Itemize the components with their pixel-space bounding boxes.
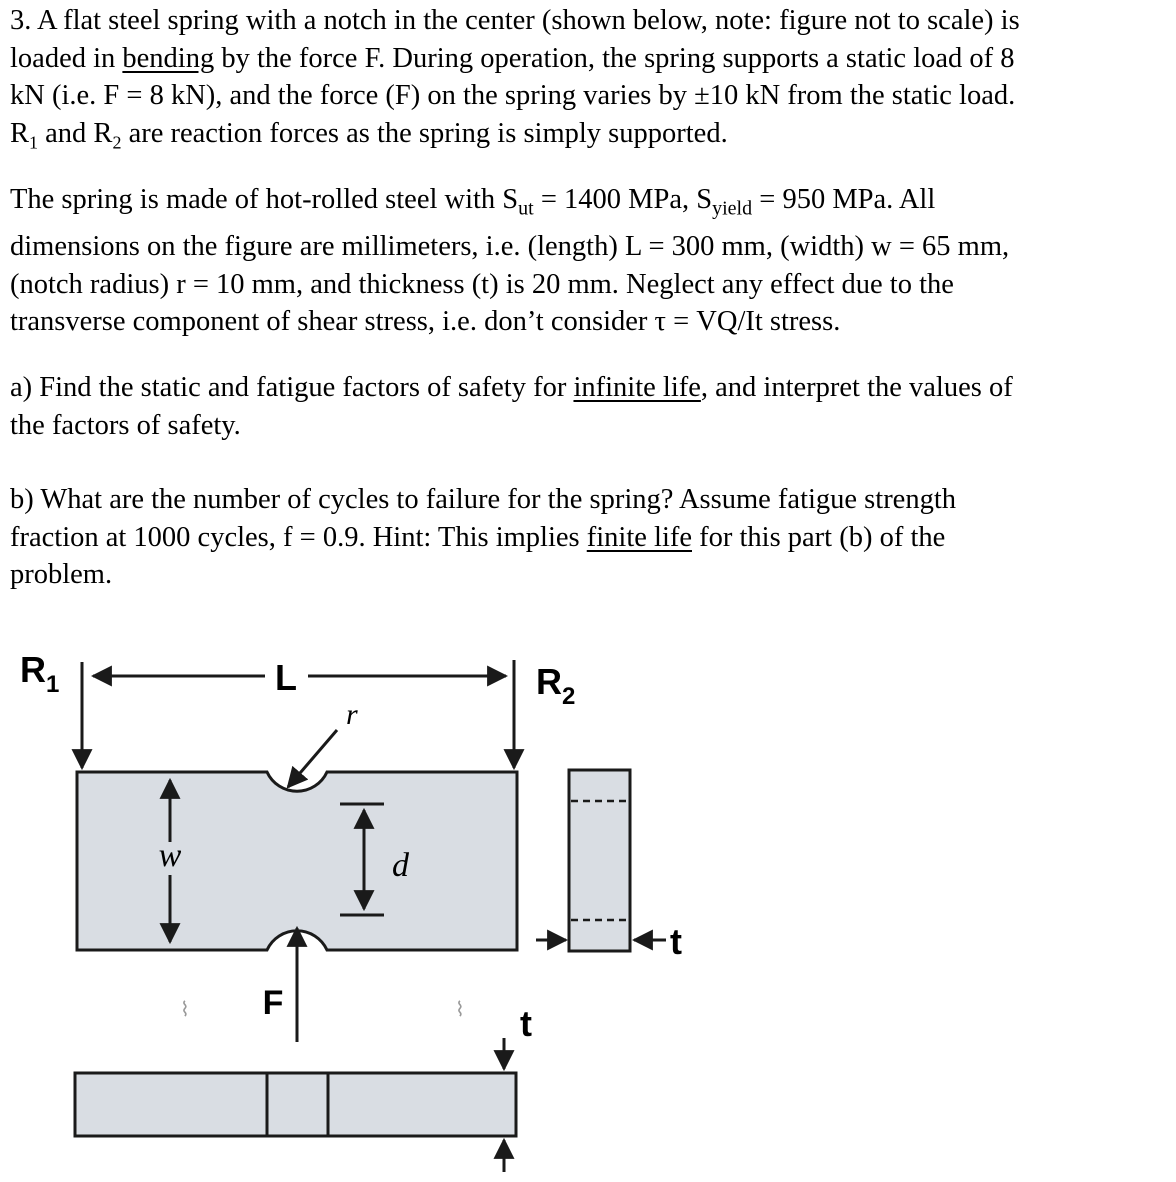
bending-term: bending	[122, 42, 215, 74]
material-line-2: dimensions on the figure are millimeters, i.e. (length) L = 300 mm, (width) w = 65 mm,	[10, 231, 1010, 263]
r1-subscript: 1	[29, 132, 39, 153]
length-label: L	[275, 657, 297, 698]
problem-number: 3.	[10, 5, 32, 36]
part-a-line-1a: a) Find the static and fatigue factors of safety for	[10, 372, 574, 403]
material-line-1a: The spring is made of hot-rolled steel with S	[10, 184, 519, 215]
part-b-line-2b: for this part (b) of the	[692, 521, 946, 553]
material-line-1c: = 950 MPa. All	[752, 184, 936, 215]
intro-line-1: A flat steel spring with a notch in the center (shown below, note: figure not to scale) is	[36, 5, 1020, 36]
finite-life-term: finite life	[586, 521, 692, 553]
part-b-line-3: problem.	[10, 559, 113, 590]
infinite-life-term: infinite life	[573, 372, 701, 403]
radius-label: r	[346, 698, 358, 731]
depth-label: d	[392, 847, 409, 884]
spring-plate	[77, 772, 517, 950]
material-line-3: (notch radius) r = 10 mm, and thickness (t) is 20 mm. Neglect any effect due to the	[10, 268, 954, 300]
sut-subscript: ut	[518, 197, 534, 220]
part-b-line-1: b) What are the number of cycles to failure for the spring? Assume fatigue strength	[10, 484, 956, 515]
intro-line-4c: are reaction forces as the spring is simply supported.	[121, 117, 728, 149]
intro-line-3: kN (i.e. F = 8 kN), and the force (F) on the spring varies by ±10 kN from the static load.	[10, 80, 1016, 111]
syield-subscript: yield	[712, 197, 753, 220]
r1-label: $R_1$	[20, 649, 60, 698]
material-line-1b: = 1400 MPa, S	[533, 184, 713, 215]
thickness-side-label: t	[670, 921, 682, 962]
intro-line-4b: and R	[38, 117, 113, 149]
part-a-line-1b: , and interpret the values of	[700, 372, 1013, 403]
stray-mark-left: ⌇	[180, 999, 190, 1021]
r2-subscript: 2	[112, 132, 122, 153]
thickness-bottom-label: t	[520, 1003, 532, 1044]
part-b-line-2a: fraction at 1000 cycles, f = 0.9. Hint: This implies	[10, 521, 587, 553]
bottom-view-rect	[75, 1073, 516, 1136]
part-a-line-2: the factors of safety.	[10, 409, 241, 441]
stray-mark-right: ⌇	[455, 999, 465, 1021]
force-label: F	[262, 984, 284, 1022]
intro-line-2a: loaded in	[10, 42, 123, 74]
r2-label: $R_2$	[536, 661, 576, 710]
side-view-rect	[569, 770, 630, 951]
material-line-4: transverse component of shear stress, i.e. don’t consider τ = VQ/It stress.	[10, 306, 841, 338]
intro-line-2b: by the force F. During operation, the spring supports a static load of 8	[214, 42, 1015, 74]
width-label: w	[158, 837, 182, 874]
intro-line-4a: R	[10, 117, 30, 149]
